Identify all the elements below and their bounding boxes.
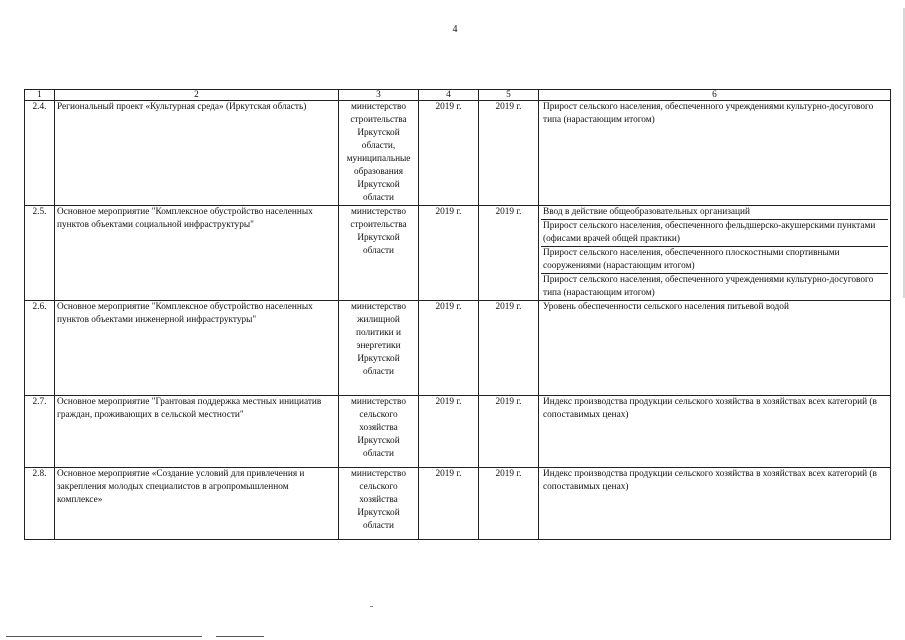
header-cell: 1 bbox=[25, 90, 55, 101]
indicator-cell bbox=[539, 101, 891, 206]
start-year: 2019 г. bbox=[419, 301, 479, 396]
measure-name: Региональный проект «Культурная среда» (Иркутская область) bbox=[55, 101, 339, 206]
end-year: 2019 г. bbox=[479, 206, 539, 301]
start-year: 2019 г. bbox=[419, 396, 479, 468]
table-row bbox=[25, 101, 891, 206]
measure-name: Основное мероприятие «Создание условий для привлечения и закрепления молодых специалистов в агропромышленном комплексе» bbox=[55, 468, 339, 540]
start-year: 2019 г. bbox=[419, 468, 479, 540]
header-cell: 6 bbox=[539, 90, 891, 101]
measure-name: Основное мероприятие "Грантовая поддержка местных инициатив граждан, проживающих в сельской местности" bbox=[55, 396, 339, 468]
scan-bottom-edge bbox=[6, 636, 202, 637]
header-cell: 4 bbox=[419, 90, 479, 101]
indicator: Прирост сельского населения, обеспеченного плоскостными спортивными сооружениями (нарастающим итогом) bbox=[541, 247, 888, 274]
indicator: Индекс производства продукции сельского хозяйства в хозяйствах всех категорий (в сопоставимых ценах) bbox=[543, 469, 877, 492]
indicator: Уровень обеспеченности сельского населения питьевой водой bbox=[543, 302, 789, 312]
row-number: 2.7. bbox=[25, 396, 55, 468]
end-year: 2019 г. bbox=[479, 101, 539, 206]
indicator-cell bbox=[539, 468, 891, 540]
executor: министерство сельского хозяйства Иркутской области bbox=[339, 468, 419, 540]
row-number: 2.8. bbox=[25, 468, 55, 540]
measures-table bbox=[24, 89, 891, 540]
header-row bbox=[25, 90, 891, 101]
indicator: Ввод в действие общеобразовательных организаций bbox=[541, 206, 888, 220]
indicator: Прирост сельского населения, обеспеченного учреждениями культурно-досугового типа (нарастающим итогом) bbox=[543, 102, 874, 125]
header-cell: 2 bbox=[55, 90, 339, 101]
indicator: Прирост сельского населения, обеспеченного фельдшерско-акушерскими пунктами (офисами врачей общей практики) bbox=[541, 220, 888, 247]
header-cell: 5 bbox=[479, 90, 539, 101]
indicator-cell bbox=[539, 396, 891, 468]
table-row bbox=[25, 206, 891, 301]
start-year: 2019 г. bbox=[419, 101, 479, 206]
measure-name: Основное мероприятие "Комплексное обустройство населенных пунктов объектами социальной инфраструктуры" bbox=[55, 206, 339, 301]
indicator: Индекс производства продукции сельского хозяйства в хозяйствах всех категорий (в сопоставимых ценах) bbox=[543, 397, 877, 420]
indicator-cell bbox=[539, 206, 891, 301]
header-cell: 3 bbox=[339, 90, 419, 101]
row-number: 2.4. bbox=[25, 101, 55, 206]
table-row bbox=[25, 301, 891, 396]
executor: министерство строительства Иркутской области, муниципальные образования Иркутской области bbox=[339, 101, 419, 206]
page-number: 4 bbox=[452, 24, 458, 35]
end-year: 2019 г. bbox=[479, 301, 539, 396]
row-number: 2.5. bbox=[25, 206, 55, 301]
table-row bbox=[25, 396, 891, 468]
scan-mark bbox=[370, 606, 373, 607]
indicator: Прирост сельского населения, обеспеченного учреждениями культурно-досугового типа (нарастающим итогом) bbox=[543, 275, 874, 298]
table-row bbox=[25, 468, 891, 540]
executor: министерство жилищной политики и энергетики Иркутской области bbox=[339, 301, 419, 396]
end-year: 2019 г. bbox=[479, 468, 539, 540]
end-year: 2019 г. bbox=[479, 396, 539, 468]
executor: министерство строительства Иркутской области bbox=[339, 206, 419, 301]
scan-bottom-edge bbox=[216, 636, 264, 637]
measure-name: Основное мероприятие "Комплексное обустройство населенных пунктов объектами инженерной инфраструктуры" bbox=[55, 301, 339, 396]
indicator-cell bbox=[539, 301, 891, 396]
row-number: 2.6. bbox=[25, 301, 55, 396]
start-year: 2019 г. bbox=[419, 206, 479, 301]
executor: министерство сельского хозяйства Иркутской области bbox=[339, 396, 419, 468]
